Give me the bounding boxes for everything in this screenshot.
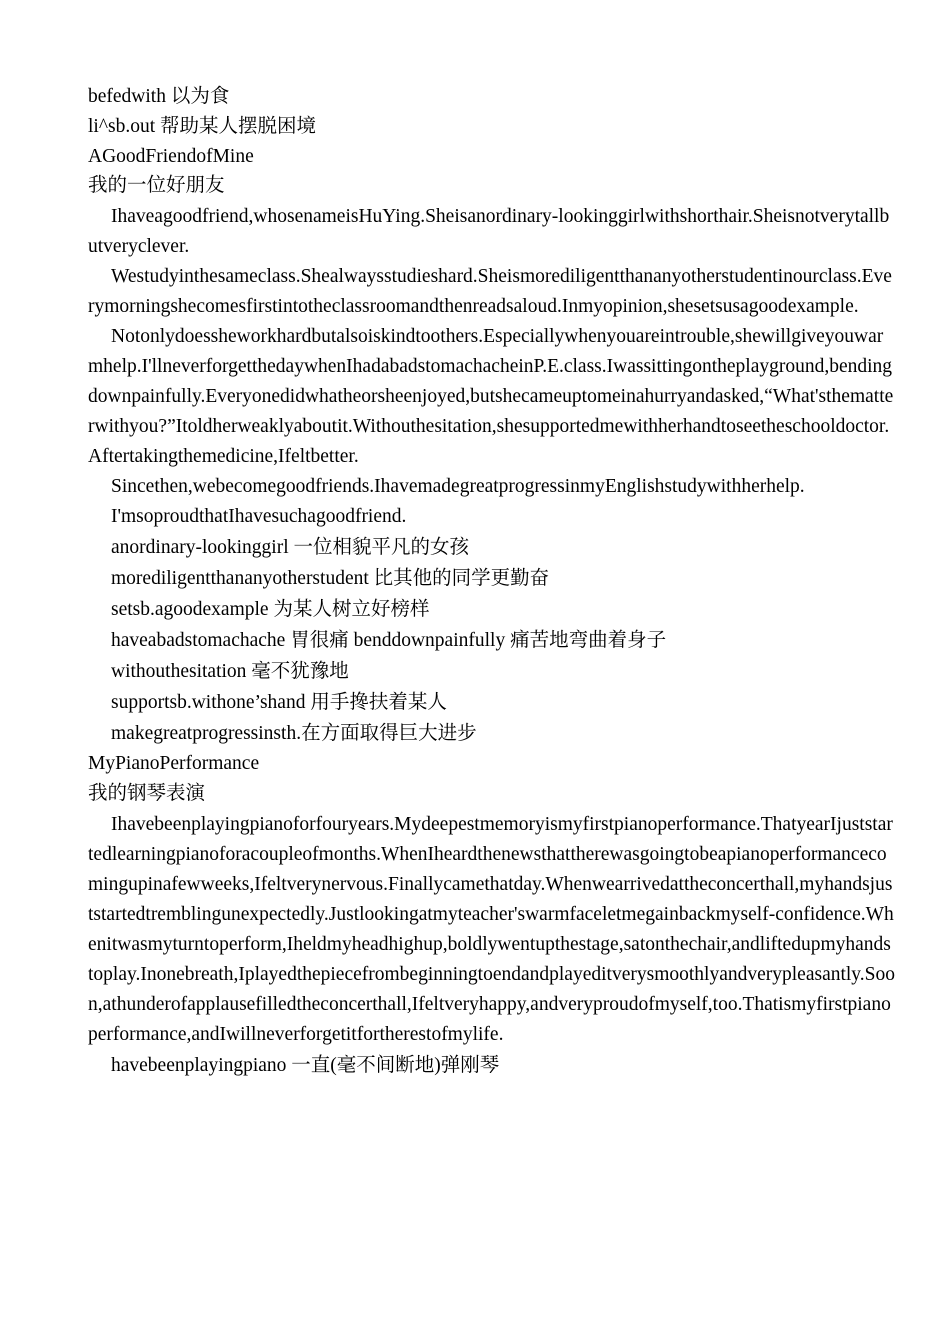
essay-paragraph: Ihavebeenplayingpianoforfouryears.Mydeepestmemoryismyfirstpianoperformance.ThatyearIjuststartedlearningpianoforacoupleofmonths.WhenIheardthenewsthattherewasgoingtobeapianoperformancecomingupinafewweeks,Ifeltverynervous.Finallycamethatday.Whenwearrivedattheconcerthall,myhandsjuststartedtremblingunexpectedly.Justlookingatmyteacher'swarmfaceletmegainbackmyself-confidence.Whenitwasmyturntoperform,Iheldmyheadhighup,boldlywentupthestage,satonthechair,andliftedupmyhandstoplay.Inonebreath,Iplayedthepiecefrombeginningtoendandplayeditverysmoothlyandverypleasantly.Soon,athunderofapplausefilledtheconcerthall,Ifeltveryhappy,andveryproudofmyself,too.Thatismyfirstpianoperformance,andIwillneverforgetitfortherestofmylife. bbox=[88, 814, 896, 1045]
vocab-phrase: setsb.agoodexample 为某人树立好榜样 bbox=[111, 599, 430, 620]
essay-paragraph: Ihaveagoodfriend,whosenameisHuYing.Sheisanordinary-lookinggirlwithshorthair.Sheisnotverytallbutveryclever. bbox=[88, 206, 890, 257]
vocab-phrase: haveabadstomachache 胃很痛 benddownpainfully 痛苦地弯曲着身子 bbox=[111, 630, 667, 651]
essay-title-chinese: 我的一位好朋友 bbox=[88, 175, 225, 196]
essay-paragraph: I'msoproudthatIhavesuchagoodfriend. bbox=[111, 506, 407, 527]
essay-title-english: MyPianoPerformance bbox=[88, 753, 260, 774]
essay-title-chinese: 我的钢琴表演 bbox=[88, 783, 206, 804]
essay-title-english: AGoodFriendofMine bbox=[88, 146, 254, 167]
vocab-phrase: withouthesitation 毫不犹豫地 bbox=[111, 661, 349, 682]
essay-paragraph: Notonlydoessheworkhardbutalsoiskindtoothers.Especiallywhenyouareintrouble,shewillgiveyouwarmhelp.I'llneverforgetthedaywhenIhadabadstomachacheinP.E.class.Iwassittingontheplayground,bendingdownpainfully.Everyonedidwhatheorsheenjoyed,butshecameuptomeinahurryandasked,“What'sthematterwithyou?”Itoldherweaklyaboutit.Withouthesitation,shesupportedmewithherhandtoseetheschooldoctor.Aftertakingthemedicine,Ifeltbetter. bbox=[88, 326, 894, 467]
vocab-phrase: anordinary-lookinggirl 一位相貌平凡的女孩 bbox=[111, 537, 469, 558]
vocab-phrase: supportsb.withone’shand 用手搀扶着某人 bbox=[111, 692, 447, 713]
phrase-line: befedwith 以为食 bbox=[88, 86, 230, 107]
essay-paragraph: Sincethen,webecomegoodfriends.IhavemadegreatprogressinmyEnglishstudywithherhelp. bbox=[111, 476, 805, 497]
phrase-line: li^sb.out 帮助某人摆脱困境 bbox=[88, 116, 316, 137]
vocab-phrase: morediligentthananyotherstudent 比其他的同学更勤奋 bbox=[111, 568, 550, 589]
vocab-phrase: havebeenplayingpiano 一直(毫不间断地)弹刚琴 bbox=[111, 1055, 500, 1076]
essay-paragraph: Westudyinthesameclass.Shealwaysstudieshard.Sheismorediligentthananyotherstudentinourclass.Everymorningshecomesfirstintotheclassroomandthenreadsaloud.Inmyopinion,shesetsusagoodexample. bbox=[88, 266, 892, 317]
vocab-phrase: makegreatprogressinsth.在方面取得巨大进步 bbox=[111, 723, 477, 744]
document-page bbox=[88, 82, 896, 1081]
